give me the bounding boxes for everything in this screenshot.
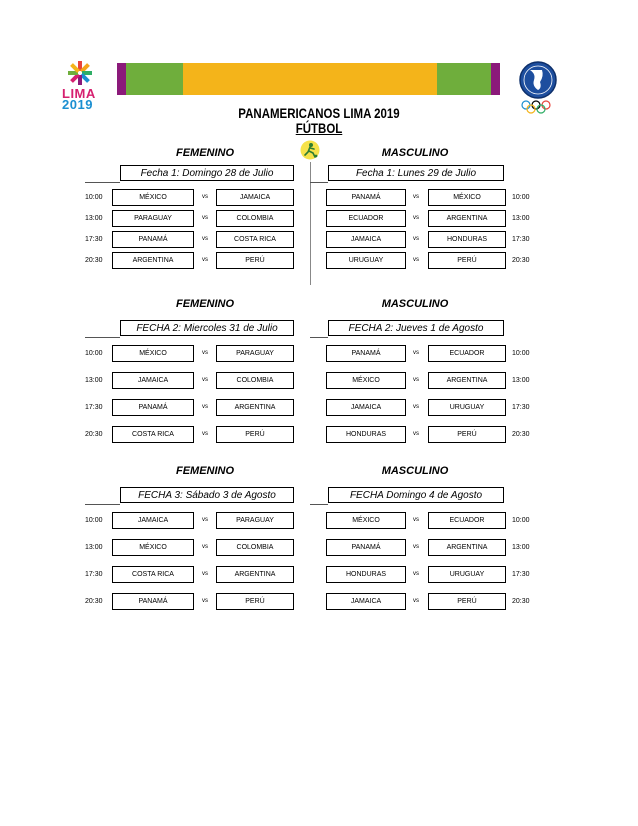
color-strip-3 [183,63,437,95]
vs-label: vs [413,517,419,523]
team-home: HONDURAS [326,566,406,583]
match-time: 20:30 [85,257,103,264]
vs-label: vs [413,598,419,604]
team-home: URUGUAY [326,252,406,269]
team-away: COLOMBIA [216,210,294,227]
match-time: 13:00 [85,377,103,384]
team-away: ARGENTINA [216,399,294,416]
team-home: COSTA RICA [112,426,194,443]
team-home: PANAMÁ [326,345,406,362]
team-home: MÉXICO [326,372,406,389]
team-home: PANAMÁ [326,539,406,556]
vs-label: vs [202,377,208,383]
team-away: ECUADOR [428,512,506,529]
section-2-gender-right: MASCULINO [381,298,449,310]
team-away: PERÚ [428,252,506,269]
team-home: ECUADOR [326,210,406,227]
match-time: 10:00 [85,194,103,201]
match-time: 10:00 [512,350,530,357]
color-strip-2 [126,63,183,95]
vs-label: vs [202,194,208,200]
section-3-gender-right: MASCULINO [381,465,449,477]
section-2-date-right: FECHA 2: Jueves 1 de Agosto [328,320,504,336]
section-3-date-right: FECHA Domingo 4 de Agosto [328,487,504,503]
team-away: PERÚ [216,252,294,269]
team-home: PANAMÁ [112,399,194,416]
section-1-gender-left: FEMENINO [175,147,235,159]
section-3-date-line-left [85,504,120,505]
team-away: PERÚ [216,593,294,610]
team-away: PERÚ [428,426,506,443]
section-3-date-line-right [310,504,328,505]
section-1-date-line-left [85,182,120,183]
vs-label: vs [413,571,419,577]
team-away: URUGUAY [428,566,506,583]
vs-label: vs [202,598,208,604]
team-away: ECUADOR [428,345,506,362]
team-away: COSTA RICA [216,231,294,248]
team-away: COLOMBIA [216,372,294,389]
vs-label: vs [202,431,208,437]
section-1-date-left: Fecha 1: Domingo 28 de Julio [120,165,294,181]
match-time: 10:00 [85,517,103,524]
match-time: 17:30 [512,236,530,243]
team-away: JAMAICA [216,189,294,206]
football-player-icon [300,140,320,160]
match-time: 13:00 [512,377,530,384]
team-away: ARGENTINA [428,372,506,389]
section-1-date-line-right [310,182,328,183]
vs-label: vs [202,404,208,410]
column-divider-1 [310,162,311,285]
team-away: PARAGUAY [216,512,294,529]
team-away: PERÚ [428,593,506,610]
vs-label: vs [202,257,208,263]
team-away: MÉXICO [428,189,506,206]
match-time: 17:30 [85,404,103,411]
vs-label: vs [202,517,208,523]
team-home: ARGENTINA [112,252,194,269]
match-time: 17:30 [512,571,530,578]
match-time: 20:30 [512,431,530,438]
match-time: 17:30 [512,404,530,411]
vs-label: vs [413,194,419,200]
team-home: JAMAICA [326,593,406,610]
match-time: 20:30 [512,257,530,264]
match-time: 10:00 [512,194,530,201]
team-home: PANAMÁ [112,231,194,248]
team-home: PANAMÁ [112,593,194,610]
vs-label: vs [202,544,208,550]
team-away: ARGENTINA [216,566,294,583]
team-away: ARGENTINA [428,539,506,556]
match-time: 13:00 [85,215,103,222]
vs-label: vs [413,350,419,356]
match-time: 13:00 [85,544,103,551]
vs-label: vs [413,431,419,437]
match-time: 10:00 [512,517,530,524]
vs-label: vs [202,215,208,221]
team-home: HONDURAS [326,426,406,443]
team-home: JAMAICA [112,372,194,389]
match-time: 20:30 [512,598,530,605]
vs-label: vs [413,236,419,242]
color-strip-1 [117,63,126,95]
vs-label: vs [413,544,419,550]
team-home: PANAMÁ [326,189,406,206]
match-time: 20:30 [85,431,103,438]
team-home: MÉXICO [112,539,194,556]
vs-label: vs [202,350,208,356]
match-time: 17:30 [85,571,103,578]
team-away: PARAGUAY [216,345,294,362]
color-strip-4 [437,63,491,95]
match-time: 10:00 [85,350,103,357]
team-home: MÉXICO [112,345,194,362]
page-subtitle: FÚTBOL [295,120,343,136]
team-home: COSTA RICA [112,566,194,583]
team-home: JAMAICA [326,231,406,248]
team-away: HONDURAS [428,231,506,248]
team-away: URUGUAY [428,399,506,416]
section-2-date-line-left [85,337,120,338]
vs-label: vs [202,571,208,577]
vs-label: vs [413,404,419,410]
team-home: MÉXICO [112,189,194,206]
lima-logo-text-2: 2019 [62,97,93,112]
page-title: PANAMERICANOS LIMA 2019 [238,105,400,121]
vs-label: vs [413,377,419,383]
team-home: JAMAICA [112,512,194,529]
team-home: PARAGUAY [112,210,194,227]
section-3-gender-left: FEMENINO [175,465,235,477]
match-time: 17:30 [85,236,103,243]
section-1-gender-right: MASCULINO [381,147,449,159]
team-home: JAMAICA [326,399,406,416]
lima-logo-text-1: LIMA [62,86,96,101]
match-time: 13:00 [512,544,530,551]
section-2-date-line-right [310,337,328,338]
team-home: MÉXICO [326,512,406,529]
team-away: ARGENTINA [428,210,506,227]
match-time: 20:30 [85,598,103,605]
team-away: PERÚ [216,426,294,443]
section-2-date-left: FECHA 2: Miercoles 31 de Julio [120,320,294,336]
section-1-date-right: Fecha 1: Lunes 29 de Julio [328,165,504,181]
match-time: 13:00 [512,215,530,222]
vs-label: vs [202,236,208,242]
section-3-date-left: FECHA 3: Sábado 3 de Agosto [120,487,294,503]
color-strip-5 [491,63,500,95]
section-2-gender-left: FEMENINO [175,298,235,310]
vs-label: vs [413,215,419,221]
team-away: COLOMBIA [216,539,294,556]
vs-label: vs [413,257,419,263]
